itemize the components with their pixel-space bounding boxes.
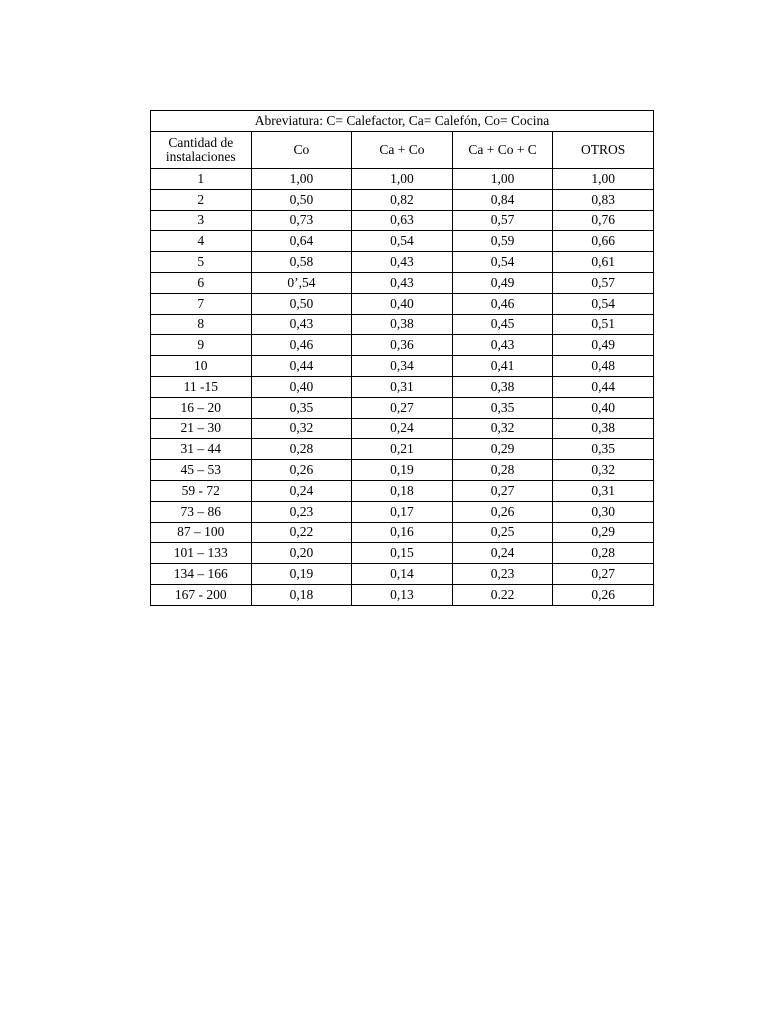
table-cell-otros: 0,26 — [553, 584, 654, 605]
table-cell-otros: 0,83 — [553, 189, 654, 210]
table-cell-otros: 0,57 — [553, 272, 654, 293]
table-row — [151, 376, 654, 397]
table-cell-otros: 1,00 — [553, 169, 654, 190]
table-cell-ca-co-c: 0,84 — [452, 189, 553, 210]
table-cell-ca-co-c: 0,35 — [452, 397, 553, 418]
table-cell-co: 0,18 — [251, 584, 352, 605]
table-cell-ca-co: 0,54 — [352, 231, 453, 252]
table-cell-ca-co: 0,18 — [352, 480, 453, 501]
table-cell-co: 1,00 — [251, 169, 352, 190]
table-cell-cantidad: 16 – 20 — [151, 397, 252, 418]
table-row — [151, 314, 654, 335]
table-cell-cantidad: 1 — [151, 169, 252, 190]
table-cell-ca-co-c: 0,57 — [452, 210, 553, 231]
table-cell-ca-co-c: 0,27 — [452, 480, 553, 501]
table-cell-co: 0,40 — [251, 376, 352, 397]
header-cell-co: Co — [251, 132, 352, 169]
table-cell-cantidad: 59 - 72 — [151, 480, 252, 501]
table-cell-ca-co: 0,17 — [352, 501, 453, 522]
table-row — [151, 522, 654, 543]
table-cell-otros: 0,44 — [553, 376, 654, 397]
table-cell-ca-co-c: 0,32 — [452, 418, 553, 439]
table-cell-otros: 0,31 — [553, 480, 654, 501]
table-row — [151, 460, 654, 481]
table-body — [151, 111, 654, 606]
table-cell-co: 0,44 — [251, 356, 352, 377]
table-row — [151, 210, 654, 231]
table-cell-co: 0,58 — [251, 252, 352, 273]
table-cell-otros: 0,40 — [553, 397, 654, 418]
table-cell-ca-co: 1,00 — [352, 169, 453, 190]
table-cell-cantidad: 6 — [151, 272, 252, 293]
table-cell-cantidad: 5 — [151, 252, 252, 273]
table-cell-cantidad: 3 — [151, 210, 252, 231]
table-cell-ca-co: 0,21 — [352, 439, 453, 460]
table-cell-ca-co-c: 0,24 — [452, 543, 553, 564]
table-row — [151, 501, 654, 522]
table-cell-otros: 0,66 — [553, 231, 654, 252]
table-cell-ca-co-c: 0,54 — [452, 252, 553, 273]
table-cell-co: 0,64 — [251, 231, 352, 252]
table-row — [151, 480, 654, 501]
table-cell-ca-co: 0,82 — [352, 189, 453, 210]
table-cell-ca-co-c: 0,23 — [452, 564, 553, 585]
table-cell-cantidad: 10 — [151, 356, 252, 377]
table-cell-ca-co-c: 0,59 — [452, 231, 553, 252]
table-cell-otros: 0,61 — [553, 252, 654, 273]
table-cell-co: 0,20 — [251, 543, 352, 564]
table-cell-cantidad: 7 — [151, 293, 252, 314]
table-cell-ca-co-c: 0,28 — [452, 460, 553, 481]
table-row — [151, 252, 654, 273]
table-cell-ca-co-c: 0,25 — [452, 522, 553, 543]
table-row — [151, 356, 654, 377]
table-cell-cantidad: 134 – 166 — [151, 564, 252, 585]
caption-row — [151, 111, 654, 132]
table-cell-ca-co-c: 0,49 — [452, 272, 553, 293]
table-cell-otros: 0,30 — [553, 501, 654, 522]
table-cell-co: 0,73 — [251, 210, 352, 231]
table-cell-co: 0,28 — [251, 439, 352, 460]
table-cell-cantidad: 11 -15 — [151, 376, 252, 397]
table-cell-cantidad: 21 – 30 — [151, 418, 252, 439]
header-cell-ca-co: Ca + Co — [352, 132, 453, 169]
header-cell-ca-co-c: Ca + Co + C — [452, 132, 553, 169]
table-cell-otros: 0,38 — [553, 418, 654, 439]
table-row — [151, 439, 654, 460]
table-cell-ca-co: 0,16 — [352, 522, 453, 543]
table-cell-cantidad: 45 – 53 — [151, 460, 252, 481]
table-cell-co: 0,22 — [251, 522, 352, 543]
table-cell-ca-co: 0,24 — [352, 418, 453, 439]
table-cell-cantidad: 167 - 200 — [151, 584, 252, 605]
table-caption: Abreviatura: C= Calefactor, Ca= Calefón, Co= Cocina — [151, 111, 654, 132]
table-cell-co: 0,50 — [251, 189, 352, 210]
table-row — [151, 543, 654, 564]
table-row — [151, 397, 654, 418]
table-cell-ca-co: 0,15 — [352, 543, 453, 564]
table-cell-otros: 0,76 — [553, 210, 654, 231]
table-cell-ca-co-c: 1,00 — [452, 169, 553, 190]
table-cell-cantidad: 9 — [151, 335, 252, 356]
simultaneity-factor-table — [150, 110, 654, 606]
table-cell-co: 0,23 — [251, 501, 352, 522]
table-cell-ca-co: 0,43 — [352, 272, 453, 293]
table-cell-ca-co: 0,38 — [352, 314, 453, 335]
table-cell-ca-co-c: 0,43 — [452, 335, 553, 356]
table-cell-ca-co: 0,13 — [352, 584, 453, 605]
table-cell-otros: 0,48 — [553, 356, 654, 377]
table-cell-cantidad: 8 — [151, 314, 252, 335]
table-cell-cantidad: 4 — [151, 231, 252, 252]
header-cell-otros: OTROS — [553, 132, 654, 169]
table-cell-otros: 0,32 — [553, 460, 654, 481]
table-cell-co: 0,19 — [251, 564, 352, 585]
table-cell-ca-co: 0,27 — [352, 397, 453, 418]
table-cell-otros: 0,35 — [553, 439, 654, 460]
table-cell-co: 0,32 — [251, 418, 352, 439]
table-cell-cantidad: 87 – 100 — [151, 522, 252, 543]
table-row — [151, 335, 654, 356]
table-row — [151, 272, 654, 293]
table-row — [151, 169, 654, 190]
table-cell-ca-co: 0,63 — [352, 210, 453, 231]
table-cell-otros: 0,51 — [553, 314, 654, 335]
table-cell-ca-co: 0,40 — [352, 293, 453, 314]
table-cell-ca-co: 0,34 — [352, 356, 453, 377]
table-cell-otros: 0,29 — [553, 522, 654, 543]
table-cell-ca-co-c: 0,26 — [452, 501, 553, 522]
table-cell-otros: 0,54 — [553, 293, 654, 314]
table-cell-cantidad: 73 – 86 — [151, 501, 252, 522]
table-cell-ca-co-c: 0,29 — [452, 439, 553, 460]
table-cell-cantidad: 31 – 44 — [151, 439, 252, 460]
table-row — [151, 564, 654, 585]
table-cell-cantidad: 101 – 133 — [151, 543, 252, 564]
table-cell-ca-co: 0,19 — [352, 460, 453, 481]
table-cell-ca-co: 0,14 — [352, 564, 453, 585]
table-cell-ca-co: 0,31 — [352, 376, 453, 397]
table-row — [151, 584, 654, 605]
table-cell-ca-co-c: 0,46 — [452, 293, 553, 314]
table-cell-cantidad: 2 — [151, 189, 252, 210]
table-cell-ca-co: 0,43 — [352, 252, 453, 273]
table-cell-co: 0,24 — [251, 480, 352, 501]
table-row — [151, 189, 654, 210]
header-cell-cantidad: Cantidad de instalaciones — [151, 132, 252, 169]
header-row — [151, 132, 654, 169]
table-cell-ca-co: 0,36 — [352, 335, 453, 356]
table-row — [151, 231, 654, 252]
table-cell-co: 0,26 — [251, 460, 352, 481]
table-cell-ca-co-c: 0.22 — [452, 584, 553, 605]
table-row — [151, 293, 654, 314]
table-cell-ca-co-c: 0,41 — [452, 356, 553, 377]
table-cell-co: 0,43 — [251, 314, 352, 335]
table-cell-ca-co-c: 0,38 — [452, 376, 553, 397]
table-cell-otros: 0,49 — [553, 335, 654, 356]
table-cell-co: 0,35 — [251, 397, 352, 418]
table-cell-otros: 0,27 — [553, 564, 654, 585]
table-cell-ca-co-c: 0,45 — [452, 314, 553, 335]
table-cell-otros: 0,28 — [553, 543, 654, 564]
table-cell-co: 0’,54 — [251, 272, 352, 293]
table-cell-co: 0,46 — [251, 335, 352, 356]
table-cell-co: 0,50 — [251, 293, 352, 314]
table-row — [151, 418, 654, 439]
